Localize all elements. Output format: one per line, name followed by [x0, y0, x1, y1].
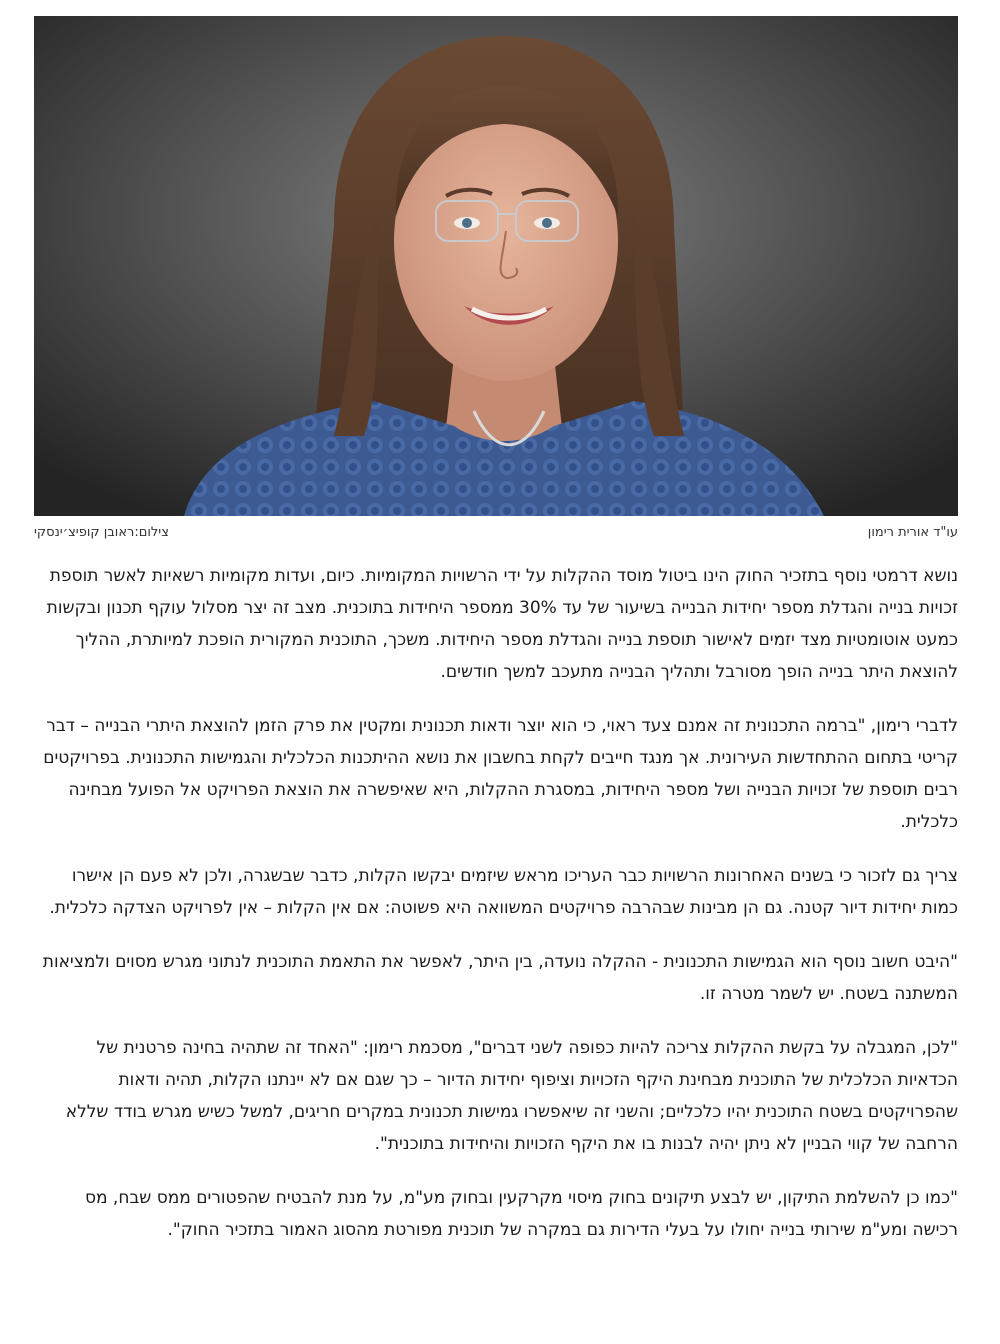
- photo-caption: עו"ד אורית רימון: [867, 524, 958, 540]
- paragraph-4: "היבט חשוב נוסף הוא הגמישות התכנונית - ההקלה נועדה, בין היתר, לאפשר את התאמת התוכנית לנתוני מגרש מסוים ולמציאות המשתנה בשטח. יש לשמר מטרה זו.: [42, 952, 958, 1004]
- article-body: [38, 560, 958, 1268]
- portrait-illustration: [34, 16, 958, 516]
- paragraph-5: "לכן, המגבלה על בקשת ההקלות צריכה להיות כפופה לשני דברים", מסכמת רימון: "האחד זה שתהיה בחינה פרטנית של הכדאיות הכלכלית של התוכנית מבחינת היקף הזכויות וציפוף יחידות הדיור – כך שגם אם לא יינתנו הקלות, תהיה ודאות שהפרויקטים בשטח התוכנית יהיו כלכליים; והשני זה שיאפשרו גמישות תכנונית במקרים חריגים, למשל כשיש מגרש בודד שללא הרחבה של קווי הבניין לא ניתן יהיה לבנות בו את היקף הזכויות והיחידות בתוכנית".: [65, 1038, 958, 1154]
- paragraph-3: צריך גם לזכור כי בשנים האחרונות הרשויות כבר העריכו מראש שיזמים יבקשו הקלות, כדבר שבשגרה, ולכן לא פעם הן אישרו כמות יחידות דיור קטנה. גם הן מבינות שבהרבה פרויקטים המשוואה היא פשוטה: אם אין הקלות – אין לפרויקט הצדקה כלכלית.: [49, 866, 958, 918]
- paragraph-6: "כמו כן להשלמת התיקון, יש לבצע תיקונים בחוק מיסוי מקרקעין ובחוק מע"מ, על מנת להבטיח שהפטורים ממס שבח, מס רכישה ומע"מ שירותי בנייה יחולו על בעלי הדירות גם במקרה של תוכנית מפורטת מהסוג האמור בתזכיר החוק".: [84, 1188, 958, 1240]
- paragraph-1: נושא דרמטי נוסף בתזכיר החוק הינו ביטול מוסד ההקלות על ידי הרשויות המקומיות. כיום, ועדות מקומיות רשאיות לאשר תוספת זכויות בנייה והגדלת מספר יחידות הבנייה בשיעור של עד 30% ממספר היחידות בתוכנית. מצב זה יצר מסלול עוקף תכנון ובקשות כמעט אוטומטיות מצד יזמים לאישור תוספת בנייה והגדלת מספר היחידות. משכך, התוכנית המקורית הופכת למיותרת, ההליך להוצאת היתר בנייה הופך מסורבל ותהליך הבנייה מתעכב למשך חודשים.: [46, 566, 958, 682]
- photo-credit: צילום:ראובן קופיצ׳ינסקי: [34, 524, 169, 540]
- portrait-photo: [34, 16, 958, 516]
- paragraph-2: לדברי רימון, "ברמה התכנונית זה אמנם צעד ראוי, כי הוא יוצר ודאות תכנונית ומקטין את פרק הזמן להוצאת היתרי הבנייה – דבר קריטי בתחום ההתחדשות העירונית. אך מנגד חייבים לקחת בחשבון את נושא ההיתכנות הכלכלית והגמישות התכנונית. בפרויקטים רבים תוספת של זכויות הבנייה ושל מספר היחידות, במסגרת ההקלות, היא שאיפשרה את הוצאת הפרויקט אל הפועל מבחינה כלכלית.: [43, 716, 958, 832]
- photo-caption-row: [34, 521, 958, 543]
